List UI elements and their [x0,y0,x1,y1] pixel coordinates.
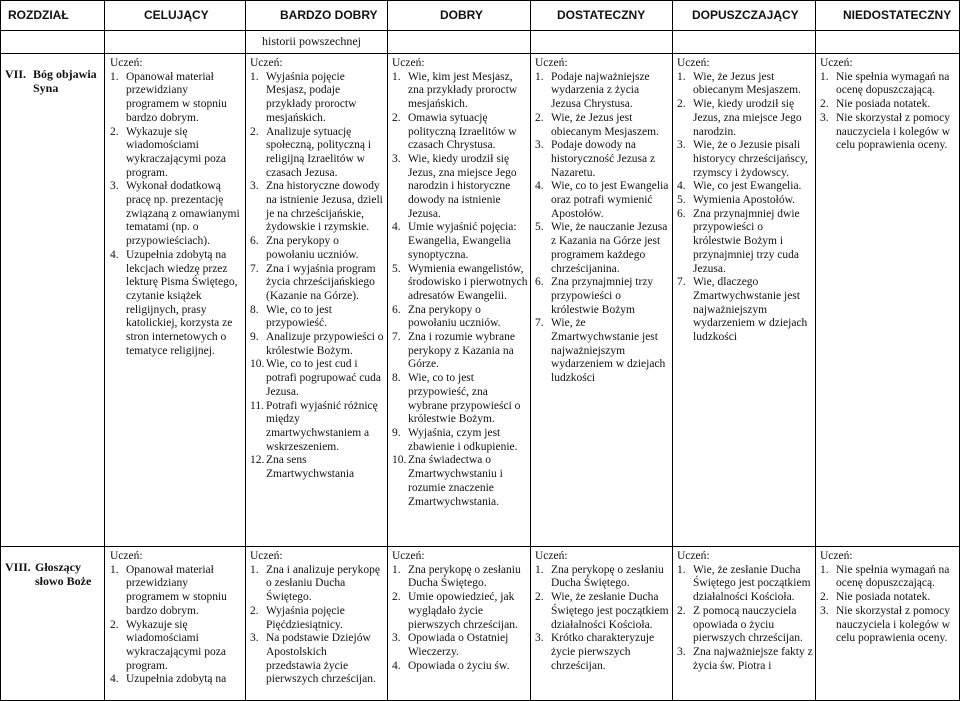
list-item: 10. Wie, co to jest cud i potrafi pogrupować cuda Jezusa. [250,358,381,398]
list-item: 6. Zna przynajmniej dwie przypowieści o królestwie Bożym i przynajmniej trzy cuda Jezusa. [677,207,800,275]
list-item: 2. Nie posiada notatek. [820,591,931,604]
cell-label: Uczeń: [535,57,568,69]
cell-viii-bardzo-dobry [250,550,384,687]
list-item: 1. Zna i analizuje perykopę o zesłaniu Ducha Świętego. [250,563,380,604]
list-item: 3. Podaje dowody na historyczność Jezusa z Nazaretu. [535,139,656,179]
list-item: 1. Wie, że Jezus jest obiecanym Mesjaszem. [677,70,801,97]
cell-vii-dostateczny [535,57,670,386]
cell-label: Uczeń: [820,550,853,562]
list-item: 4. Wie, co jest Ewangelia. [677,180,802,193]
section-name: Głoszący słowo Boże [35,560,92,588]
cell-label: Uczeń: [392,57,425,69]
list-item: 1. Nie spełnia wymagań na ocenę dopuszczającą. [820,563,950,590]
list-item: 1. Wie, że zesłanie Ducha Świętego jest początkiem działalności Kościoła. [677,563,811,604]
list-item: 7. Wie, że Zmartwychwstanie jest najważniejszym wydarzeniem w dziejach ludzkości [535,317,666,385]
column-header-niedostateczny: NIEDOSTATECZNY [843,8,952,22]
list-item: 7. Zna i wyjaśnia program życia chrześcijańskiego (Kazanie na Górze). [250,262,376,302]
column-header-dopuszczajacy: DOPUSZCZAJĄCY [692,8,799,22]
list-item: 8. Wie, co to jest przypowieść. [250,303,332,330]
cell-label: Uczeń: [250,57,283,69]
list-item: 4. Umie wyjaśnić pojęcia: Ewangelia, Ewangelia synoptyczna. [392,221,517,261]
column-header-celujacy: CELUJĄCY [144,8,209,22]
list-item: 12. Zna sens Zmartwychwstania [250,454,355,481]
list-item: 5. Wymienia Apostołów. [677,194,796,207]
cell-label: Uczeń: [820,57,853,69]
list-item: 1. Zna perykopę o zesłaniu Ducha Świętego. [535,563,664,590]
list-item: 7. Wie, dlaczego Zmartwychwstanie jest najważniejszym wydarzeniem w dziejach ludzkości [677,276,808,344]
list-item: 6. Zna perykopy o powołaniu uczniów. [250,235,359,261]
list-item: 3. Zna historyczne dowody na istnienie Jezusa, dzieli je na chrześcijańskie, żydowskie i rzymskie. [250,180,383,234]
cell-vii-dobry [392,57,528,509]
list-item: 9. Analizuje przypowieści o królestwie Bożym. [250,331,384,357]
previous-section-fragment: historii powszechnej [262,34,361,48]
list-item: 5. Wymienia ewangelistów, środowisko i pierwotnych adresatów Ewangelii. [392,262,528,302]
list-item: 2. Umie opowiedzieć, jak wyglądało życie pierwszych chrześcijan. [392,591,518,631]
list-item: 1. Nie spełnia wymagań na ocenę dopuszczającą. [820,70,950,97]
list-item: 8. Wie, co to jest przypowieść, zna wybrane przypowieści o królestwie Bożym. [392,372,521,426]
list-item: 2. Wie, że Jezus jest obiecanym Mesjaszem. [535,111,659,138]
column-header-dobry: DOBRY [440,8,483,22]
cell-viii-dopuszczajacy [677,550,813,673]
list-item: 3. Nie skorzystał z pomocy nauczyciela i kolegów w celu poprawienia oceny. [820,111,951,152]
list-item: 3. Zna najważniejsze fakty z życia św. Piotra i [677,645,813,672]
list-item: 2. Wykazuje się wiadomościami wykraczającymi poza program. [110,618,226,672]
column-header-rozdzial: ROZDZIAŁ [8,8,69,22]
list-item: 4. Opowiada o życiu św. [392,659,510,672]
cell-label: Uczeń: [250,550,283,562]
cell-vii-celujacy [110,57,243,358]
list-item: 1. Podaje najważniejsze wydarzenia z życia Jezusa Chrystusa. [535,70,650,111]
cell-viii-dostateczny [535,550,670,673]
table-header-row [0,0,960,30]
list-item: 5. Wie, że nauczanie Jezusa z Kazania na Górze jest programem każdego chrześcijanina. [535,221,668,275]
column-header-dostateczny: DOSTATECZNY [557,8,646,22]
section-number: VIII. [5,560,31,574]
section-name: Bóg objawia Syna [33,67,97,95]
list-item: 4. Uzupełnia zdobytą na lekcjach wiedzę przez lekturę Pisma Świętego, czytanie książek religijnych, prasy katolickiej, korzysta ze stron internetowych o tematyce religijnej. [110,248,238,357]
list-item: 7. Zna i rozumie wybrane perykopy z Kazania na Górze. [392,331,515,371]
cell-vii-bardzo-dobry [250,57,384,482]
list-item: 4. Wie, co to jest Ewangelia oraz potrafi wymienić Apostołów. [535,180,669,220]
list-item: 6. Zna perykopy o powołaniu uczniów. [392,303,501,330]
list-item: 2. Wykazuje się wiadomościami wykraczającymi poza program. [110,125,226,179]
list-item: 2. Wie, kiedy urodził się Jezus, zna miejsce Jego narodzin. [677,98,802,138]
list-item: 2. Wie, że zesłanie Ducha Świętego jest początkiem działalności Kościoła. [535,591,669,631]
cell-label: Uczeń: [392,550,425,562]
list-item: 6. Zna przynajmniej trzy przypowieści o królestwie Bożym [535,276,654,316]
list-item: 9. Wyjaśnia, czym jest zbawienie i odkupienie. [392,426,518,453]
list-item: 3. Opowiada o Ostatniej Wieczerzy. [392,632,509,658]
list-item: 10. Zna świadectwa o Zmartwychwstaniu i rozumie znaczenie Zmartwychwstania. [392,454,503,508]
section-number: VII. [5,67,27,81]
list-item: 2. Omawia sytuację polityczną Izraelitów w czasach Chrystusa. [392,111,517,152]
list-item: 3. Wie, że o Jezusie pisali historycy chrześcijańscy, rzymscy i żydowscy. [677,139,808,179]
cell-viii-dobry [392,550,528,673]
cell-label: Uczeń: [535,550,568,562]
list-item: 3. Krótko charakteryzuje życie pierwszych chrześcijan. [535,632,655,672]
list-item: 1. Opanował materiał przewidziany programem w stopniu bardzo dobrym. [110,70,227,124]
list-item: 4. Uzupełnia zdobytą na [110,673,227,686]
list-item: 2. Analizuje sytuację społeczną, polityczną i religijną Izraelitów w czasach Jezusa. [250,125,372,179]
column-header-bardzo-dobry: BARDZO DOBRY [280,8,378,22]
cell-label: Uczeń: [677,57,710,69]
cell-viii-niedostateczny [820,550,956,646]
cell-vii-niedostateczny [820,57,956,153]
list-item: 1. Zna perykopę o zesłaniu Ducha Świętego. [392,563,521,590]
cell-label: Uczeń: [110,550,143,562]
list-item: 11. Potrafi wyjaśnić różnicę między zmartwychwstaniem a wskrzeszeniem. [250,399,378,453]
list-item: 2. Z pomocą nauczyciela opowiada o życiu pierwszych chrześcijan. [677,604,803,645]
list-item: 2. Nie posiada notatek. [820,98,931,111]
cell-vii-dopuszczajacy [677,57,813,345]
list-item: 1. Wie, kim jest Mesjasz, zna przykłady proroctw mesjańskich. [392,70,518,111]
list-item: 1. Wyjaśnia pojęcie Mesjasz, podaje przykłady proroctw mesjańskich. [250,70,357,124]
list-item: 3. Wie, kiedy urodził się Jezus, zna miejsce Jego narodzin i historyczne dowody na istnienie Jezusa. [392,152,517,220]
list-item: 3. Na podstawie Dziejów Apostolskich przedstawia życie pierwszych chrześcijan. [250,632,376,686]
list-item: 2. Wyjaśnia pojęcie Pięćdziesiątnicy. [250,604,345,631]
list-item: 3. Nie skorzystał z pomocy nauczyciela i kolegów w celu poprawienia oceny. [820,604,951,645]
cell-label: Uczeń: [677,550,710,562]
cell-viii-celujacy [110,550,243,687]
cell-label: Uczeń: [110,57,143,69]
list-item: 1. Opanował materiał przewidziany programem w stopniu bardzo dobrym. [110,563,227,617]
list-item: 3. Wykonał dodatkową pracę np. prezentację związaną z omawianymi tematami (np. o przypowieściach). [110,180,240,248]
